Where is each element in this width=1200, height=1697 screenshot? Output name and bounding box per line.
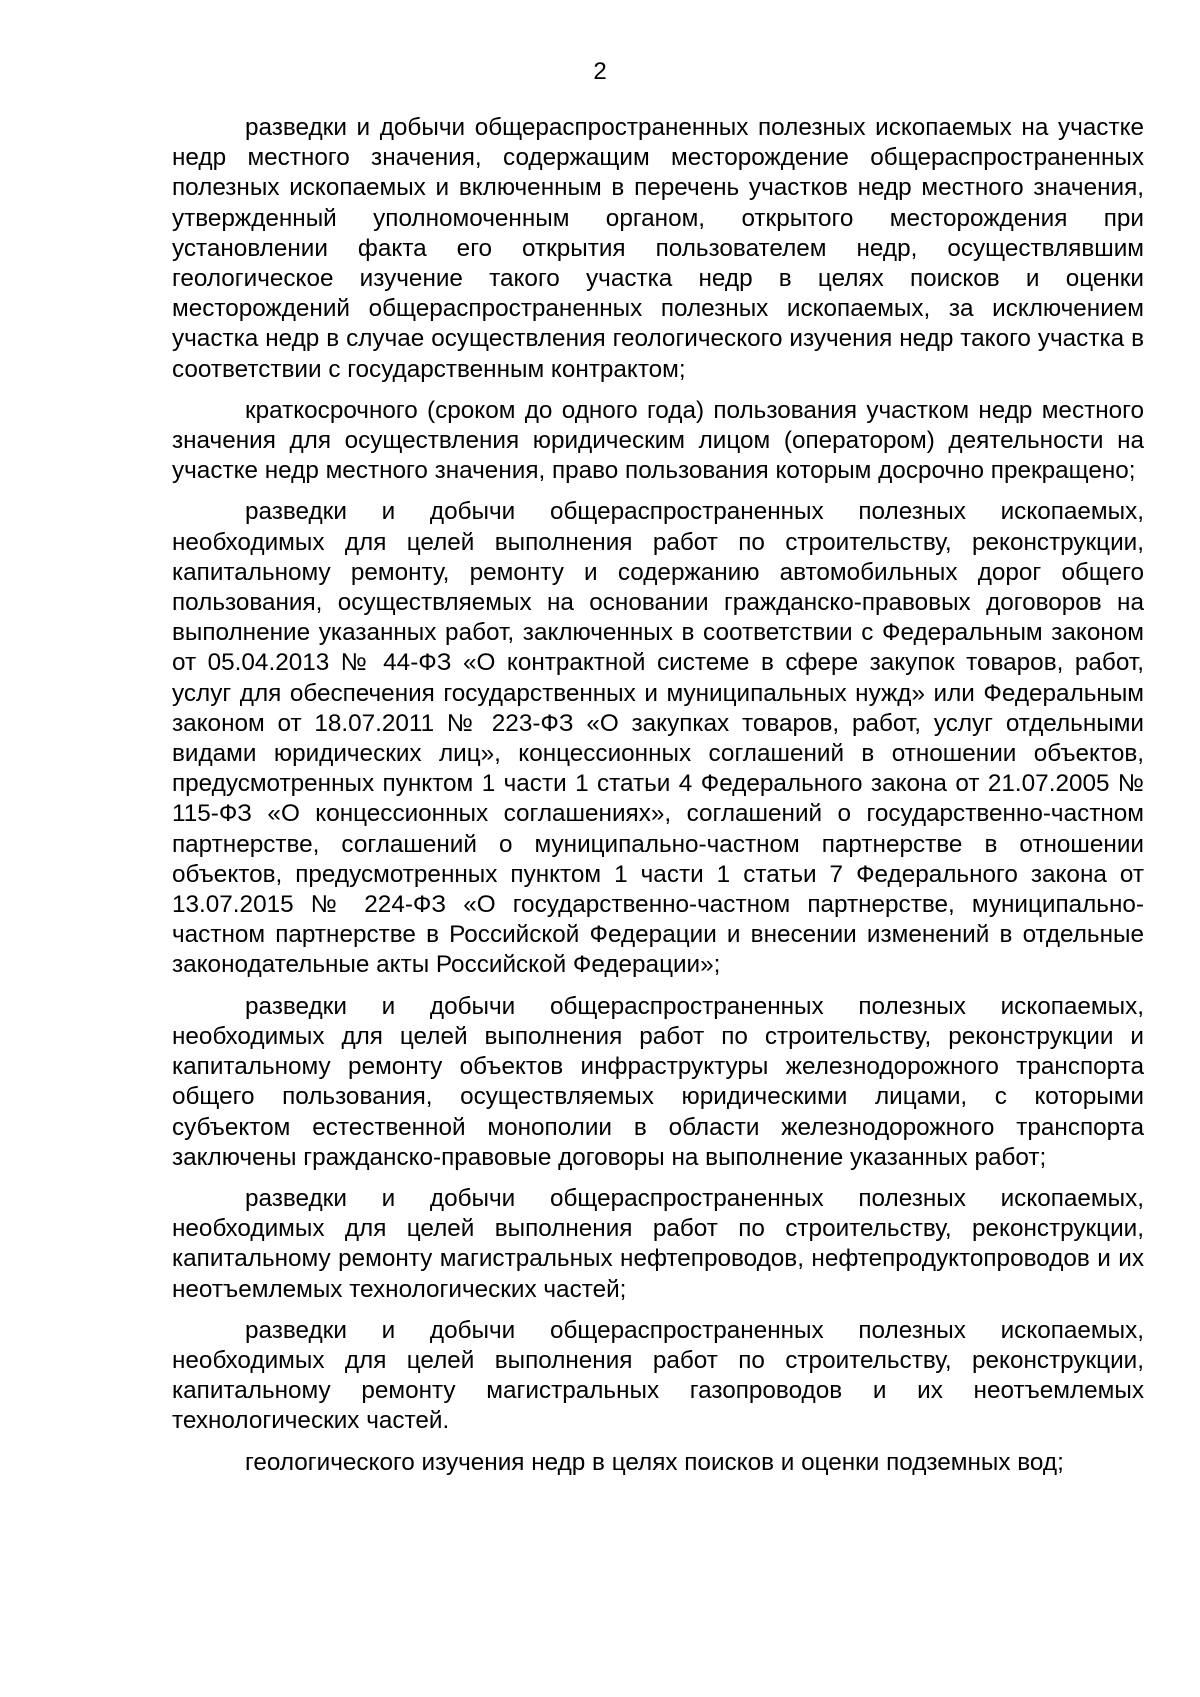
paragraph-road-construction: разведки и добычи общераспространенных полезных ископаемых, необходимых для целей выполнения работ по строительству, реконструкции, капитальному ремонту, ремонту и содержанию автомобильных дорог общего пользования, осуществляемых на основании гражданско-правовых договоров на выполнение указанных работ, заключенных в соответствии с Федеральным законом от 05.04.2013 № 44-ФЗ «О контрактной системе в сфере закупок товаров, работ, услуг для обеспечения государственных и муниципальных нужд» или Федеральным законом от 18.07.2011 № 223-ФЗ «О закупках товаров, работ, услуг отдельными видами юридических лиц», концессионных соглашений в отношении объектов, предусмотренных пунктом 1 части 1 статьи 4 Федерального закона от 21.07.2005 № 115-ФЗ «О концессионных соглашениях», соглашений о государственно-частном партнерстве, соглашений о муниципально-частном партнерстве в отношении объектов, предусмотренных пунктом 1 части 1 статьи 7 Федерального закона от 13.07.2015 № 224-ФЗ «О государственно-частном партнерстве, муниципально-частном партнерстве в Российской Федерации и внесении изменений в отдельные законодательные акты Российской Федерации»; [172, 498, 1144, 979]
paragraph-gas-pipelines: разведки и добычи общераспространенных полезных ископаемых, необходимых для целей выполнения работ по строительству, реконструкции, капитальному ремонту магистральных газопроводов и их неотъемлемых технологических частей. [172, 1316, 1144, 1435]
paragraph-short-term-use: краткосрочного (сроком до одного года) пользования участком недр местного значения для осуществления юридическим лицом (оператором) деятельности на участке недр местного значения, право пользования которым досрочно прекращено; [172, 396, 1144, 485]
paragraph-groundwater-study: геологического изучения недр в целях поисков и оценки подземных вод; [245, 1448, 1064, 1476]
paragraph-exploration-local-deposit: разведки и добычи общераспространенных полезных ископаемых на участке недр местного значения, содержащим месторождение общераспространенных полезных ископаемых и включенным в перечень участков недр местного значения, утвержденный уполномоченным органом, открытого месторождения при установлении факта его открытия пользователем недр, осуществлявшим геологическое изучение такого участка недр в целях поисков и оценки месторождений общераспространенных полезных ископаемых, за исключением участка недр в случае осуществления геологического изучения недр такого участка в соответствии с государственным контрактом; [172, 114, 1144, 383]
document-body [172, 113, 1144, 1478]
paragraph-oil-pipelines: разведки и добычи общераспространенных полезных ископаемых, необходимых для целей выполнения работ по строительству, реконструкции, капитальному ремонту магистральных нефтепроводов, нефтепродуктопроводов и их неотъемлемых технологических частей; [172, 1184, 1144, 1303]
page-number: 2 [593, 58, 607, 85]
paragraph-railway-infrastructure: разведки и добычи общераспространенных полезных ископаемых, необходимых для целей выполнения работ по строительству, реконструкции и капитальному ремонту объектов инфраструктуры железнодорожного транспорта общего пользования, осуществляемых юридическими лицами, с которыми субъектом естественной монополии в области железнодорожного транспорта заключены гражданско-правовые договоры на выполнение указанных работ; [172, 992, 1144, 1171]
